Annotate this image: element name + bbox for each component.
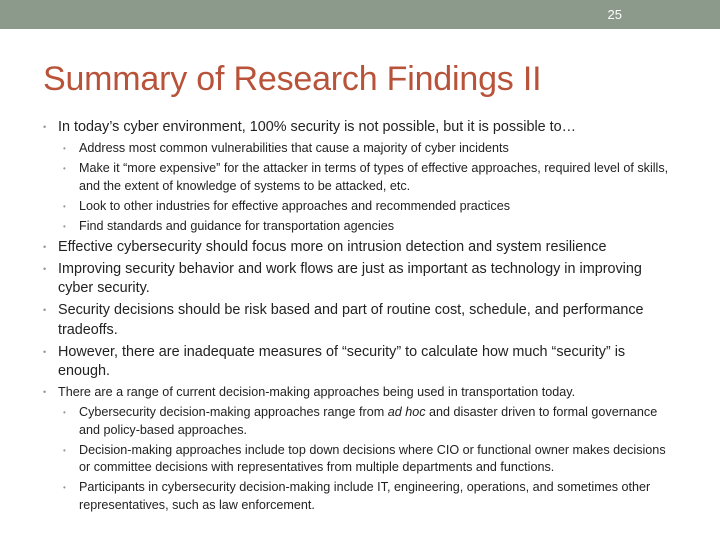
sub-bullet-list: [43, 404, 679, 514]
bullet-text: There are a range of current decision-making approaches being used in transportation today.: [58, 385, 576, 399]
bullet-intrusion-detection: [43, 238, 679, 258]
sub-bullet: [63, 479, 679, 514]
bullet-decision-approaches: [43, 384, 679, 402]
bullet-icon: •: [43, 305, 47, 315]
sub-bullet-text: Decision-making approaches include top down decisions where CIO or functional owner makes decisions or committee decisions with representatives from multiple departments and functions.: [79, 442, 666, 474]
sub-bullet-text: Participants in cybersecurity decision-making include IT, engineering, operations, and sometimes other representatives, such as law enforcement.: [79, 480, 651, 512]
bullet-icon: •: [43, 263, 47, 274]
bullet-security-behavior: [43, 260, 679, 299]
bullet-text: In today’s cyber environment, 100% security is not possible, but it is possible to…: [58, 119, 577, 135]
bullet-icon: •: [63, 144, 66, 153]
slide-body: [43, 118, 679, 517]
sub-bullet-text: Cybersecurity decision-making approaches range from ad hoc and disaster driven to formal governance and policy-based approaches.: [79, 405, 658, 437]
bullet-icon: •: [43, 241, 47, 252]
sub-bullet: [63, 218, 679, 236]
bullet-icon: •: [63, 445, 66, 455]
bullet-text: Effective cybersecurity should focus more on intrusion detection and system resilience: [58, 238, 607, 255]
bullet-text: Improving security behavior and work flows are just as important as technology in improving cyber security.: [58, 260, 642, 296]
bullet-cyber-environment: [43, 118, 679, 138]
sub-bullet: [63, 140, 679, 158]
sub-bullet-list: [43, 140, 679, 235]
bullet-icon: •: [63, 164, 66, 173]
sub-bullet-text: Find standards and guidance for transportation agencies: [79, 218, 395, 233]
bullet-icon: •: [43, 346, 47, 357]
bullet-icon: •: [43, 122, 47, 132]
bullet-icon: •: [43, 387, 47, 397]
bullet-inadequate-measures: [43, 343, 679, 382]
sub-bullet-text: Look to other industries for effective approaches and recommended practices: [79, 198, 510, 213]
header-bar: [0, 0, 720, 29]
sub-bullet: [63, 198, 679, 216]
bullet-icon: •: [63, 201, 66, 211]
slide-title: Summary of Research Findings II: [43, 60, 542, 98]
sub-bullet-text: Address most common vulnerabilities that cause a majority of cyber incidents: [79, 141, 509, 155]
bullet-text: However, there are inadequate measures of “security” to calculate how much “security” is enough.: [58, 343, 626, 379]
bullet-text: Security decisions should be risk based and part of routine cost, schedule, and performance tradeoffs.: [58, 302, 644, 338]
sub-bullet: [63, 404, 679, 439]
sub-bullet: [63, 160, 679, 195]
bullet-risk-based: [43, 301, 679, 340]
slide-number: 25: [607, 7, 622, 22]
bullet-icon: •: [63, 483, 66, 492]
ad-hoc-emphasis: ad hoc: [387, 405, 426, 419]
sub-bullet-text: Make it “more expensive” for the attacker in terms of types of effective approaches, required level of skills, and the extent of knowledge of systems to be attacked, etc.: [79, 161, 669, 193]
bullet-icon: •: [63, 221, 66, 231]
sub-bullet: [63, 442, 679, 477]
bullet-icon: •: [63, 408, 66, 417]
